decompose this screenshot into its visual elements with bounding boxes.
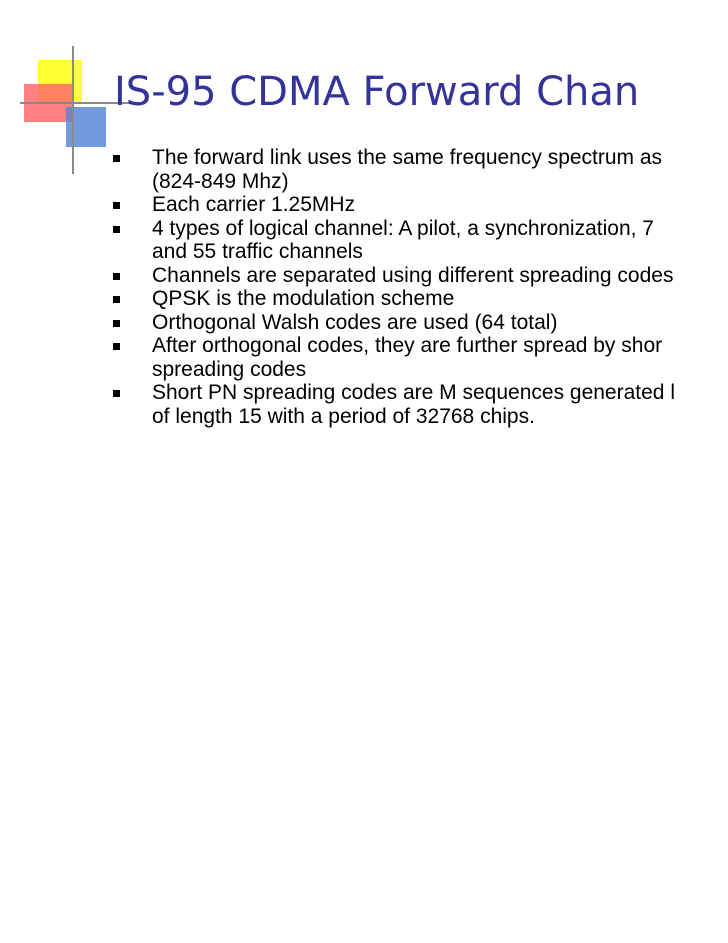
slide-title: IS-95 CDMA Forward Chan [114,69,640,115]
bullet-text-line: The forward link uses the same frequency spectrum as [152,146,663,169]
bullet-text-line: QPSK is the modulation scheme [152,287,455,310]
bullet-item [113,146,728,193]
bullet-item [113,217,728,264]
bullet-text-line: of length 15 with a period of 32768 chips. [152,404,535,428]
bullet-list [113,146,728,428]
bullet-text-line: (824-849 Mhz) [152,169,289,193]
logo-vertical-line [72,46,74,174]
square-bullet-icon [113,390,120,397]
square-bullet-icon [113,320,120,327]
bullet-item [113,264,728,288]
square-bullet-icon [113,155,120,162]
bullet-item [113,193,728,217]
square-bullet-icon [113,296,120,303]
square-bullet-icon [113,273,120,280]
bullet-item [113,287,728,311]
bullet-text-line: 4 types of logical channel: A pilot, a synchronization, 7 [152,216,654,240]
bullet-text-line: Each carrier 1.25MHz [152,193,356,216]
bullet-item [113,334,728,381]
square-bullet-icon [113,226,120,233]
bullet-text-line: and 55 traffic channels [152,240,363,263]
bullet-item [113,311,728,335]
bullet-text-line: After orthogonal codes, they are further spread by shor [152,334,663,357]
bullet-item [113,381,728,428]
bullet-text-line: Orthogonal Walsh codes are used (64 total) [152,310,558,334]
bullet-text-line: Short PN spreading codes are M sequences generated l [152,381,675,404]
square-bullet-icon [113,202,120,209]
square-bullet-icon [113,343,120,350]
bullet-text-line: Channels are separated using different spreading codes [152,263,674,287]
bullet-text-line: spreading codes [152,357,307,381]
